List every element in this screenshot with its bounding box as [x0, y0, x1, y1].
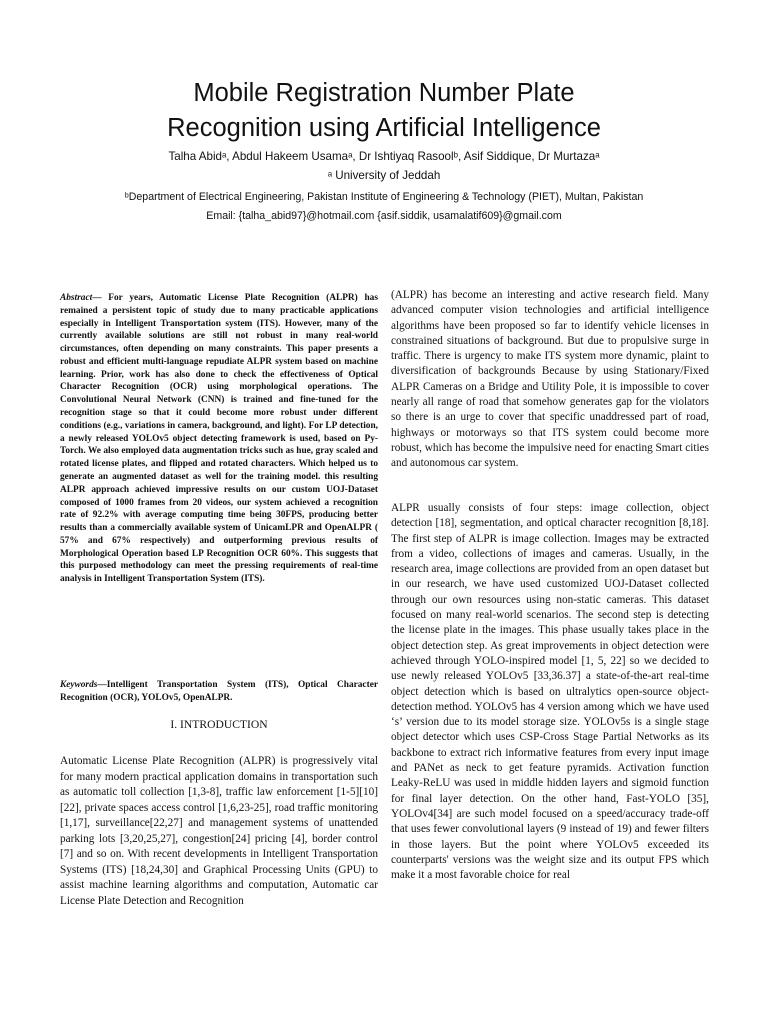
left-column [60, 292, 378, 907]
abstract [60, 292, 378, 586]
abstract-lead: Abstract [60, 293, 93, 303]
keywords-text: —Intelligent Transportation System (ITS), Optical Character Recognition (OCR), YOLOv5, OpenALPR. [60, 680, 378, 703]
right-paragraph-1: (ALPR) has become an interesting and active research field. Many advanced computer vision technologies and artificial intelligence algorithms have been proposed so far to identify vehicle licenses in constrained situations of background. But due to propulsive surge in traffic. There is urgency to make ITS system more dynamic, plaint to diversification of backgrounds Because by using Stationary/Fixed ALPR Cameras on a Bridge and Utility Pole, it is impossible to cover nearly all range of road that somehow generates gap for the violators so there is an urge to cover that specific unaddressed part of road, highways or motorways so that ITS system could become more robust, which has become the impulsive need for enacting Smart cities and autonomous car system. [391, 289, 709, 470]
right-paragraph-2: ALPR usually consists of four steps: image collection, object detection [18], segmentation, and optical character recognition [8,18]. The first step of ALPR is image collection. Images may be extracted from a video, collections of images and cameras. Usually, in the research area, image collections are provided from an open dataset but in our research, we have used customized UOJ-Dataset collected through our own resources using non-static cameras. This dataset focused on many real-world scenarios. The second step is detecting the license plate in the images. This phase usually takes place in the object detection step. As great improvements in object detection were achieved through YOLO-inspired model [1, 5, 22] so we decided to use newly released YOLOv5 [33,36.37] a state-of-the-art real-time object detection which is based on ultralytics open-source object-detection method. YOLOv5 has 4 version among which we have used ‘s’ version due to its model storage size. YOLOv5s is a single stage object detector which uses CSP-Cross Stage Partial Networks as its backbone to extract rich informative features from every input image and PANet as neck to get feature pyramids. Activation function Leaky-ReLU was used in middle hidden layers and sigmoid function for final layer detection. On the other hand, Fast-YOLO [35], YOLOv4[34] are such model focused on a speed/accuracy trade-off that uses fewer convolutional layers (9 instead of 19) and fewer filters in those layers. But the point where YOLOv5 exceeded its counterparts' versions was the weight size and its output FPS which make it a most favorable choice for real [391, 502, 709, 882]
title-line-2: Recognition using Artificial Intelligence [167, 114, 601, 142]
section-heading-introduction: I. INTRODUCTION [170, 718, 268, 731]
abstract-text: — For years, Automatic License Plate Recognition (ALPR) has remained a persistent topic of study due to many practicable applications especially in Intelligent Transportation system (ITS). However, many of the currently available solutions are still not robust in many real-world circumstances, often depending on many constraints. This paper presents a robust and efficient multi-language repudiate ALPR system based on machine learning. Prior, work has also done to check the effectiveness of Optical Character Recognition (OCR) using morphological operations. The Convolutional Neural Network (CNN) is trained and fine-tuned for the recognition stage so that it could become more robust under different conditions (e.g., variations in camera, background, and light). For LP detection, a newly released YOLOv5 object detecting framework is used, based on Py-Torch. We also employed data augmentation tricks such as hue, gray scaled and rotated license plates, and flipped and rotated characters. Which helped us to generate an augmented dataset as well for the training model. this resulting ALPR approach achieved impressive results on our custom UOJ-Dataset composed of 1000 frames from 20 videos, our system achieved a recognition rate of 92.2% with average computing time being 30FPS, producing better results than a commercially available system of UnicamLPR and OpenALPR ( 57% and 67% respectively) and outperforming previous results of Morphological Operation based LP Recognition OCR 60%. This suggests that this purposed methodology can meet the pressing requirements of real-time analysis in Intelligent Transportation System (ITS). [60, 293, 378, 585]
keywords [60, 679, 378, 705]
title-line-1: Mobile Registration Number Plate [193, 79, 575, 107]
introduction-paragraph: Automatic License Plate Recognition (ALPR) is progressively vital for many modern practical application domains in transportation such as automatic toll collection [1,3-8], traffic law enforcement [1-5][10][22], private spaces access control [1,6,23-25], road traffic monitoring [1,17], surveillance[22,27] and management systems of unattended parking lots [3,20,25,27], congestion[24] pricing [4], border control [7] and so on. With recent developments in Intelligent Transportation Systems (ITS) [18,24,30] and Graphical Processing Units (GPU) to assist machine learning algorithms and computation, Automatic car License Plate Detection and Recognition [60, 755, 378, 907]
right-column [391, 288, 709, 882]
author-emails: Email: {talha_abid97}@hotmail.com {asif.siddik, usamalatif609}@gmail.com [206, 210, 562, 222]
university-affiliation: ᵃ University of Jeddah [327, 169, 441, 182]
author-list: Talha Abidᵃ, Abdul Hakeem Usamaᵃ, Dr Ishtiyaq Rasoolᵇ, Asif Siddique, Dr Murtazaᵃ [168, 150, 600, 163]
department-affiliation: ᵇDepartment of Electrical Engineering, Pakistan Institute of Engineering & Technology (PIET), Multan, Pakistan [124, 191, 644, 203]
keywords-lead: Keywords [60, 680, 98, 690]
paper-title [40, 76, 728, 146]
